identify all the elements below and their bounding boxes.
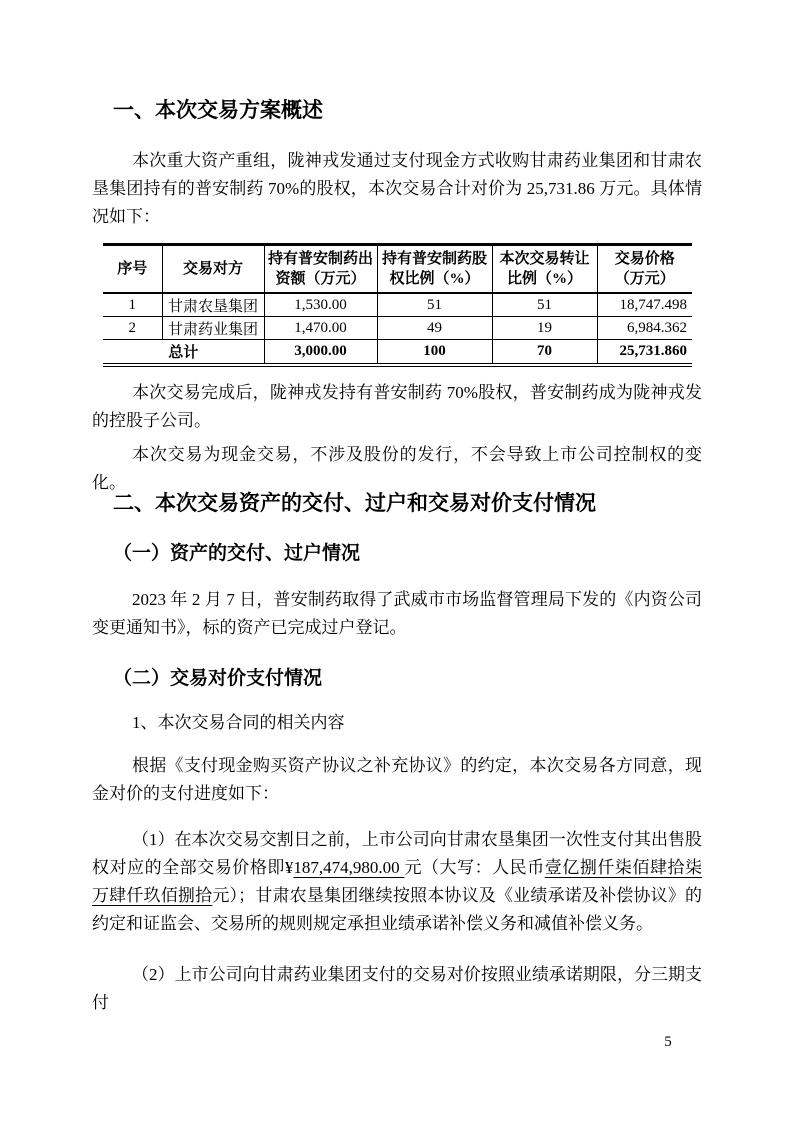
cell-transfer-ratio: 19 — [492, 317, 597, 340]
table-row — [103, 317, 692, 340]
cell-equity-ratio: 49 — [377, 317, 492, 340]
header-price: 交易价格（万元） — [597, 245, 692, 294]
header-equity-ratio: 持有普安制药股权比例（%） — [377, 245, 492, 294]
header-counterparty: 交易对方 — [162, 245, 264, 294]
header-capital: 持有普安制药出资额（万元） — [264, 245, 377, 294]
table-row — [103, 293, 692, 317]
total-equity-ratio: 100 — [377, 340, 492, 366]
table-header-row — [103, 245, 692, 294]
cell-transfer-ratio: 51 — [492, 293, 597, 317]
sub1-paragraph: 2023 年 2 月 7 日，普安制药取得了武威市市场监督管理局下发的《内资公司变更通知书》，标的资产已完成过户登记。 — [92, 590, 702, 637]
item1-paragraph: 根据《支付现金购买资产协议之补充协议》的约定，本次交易各方同意，现金对价的支付进度如下： — [92, 756, 702, 803]
cell-counterparty: 甘肃药业集团 — [162, 317, 264, 340]
clause-2-paragraph: （2）上市公司向甘肃药业集团支付的交易对价按照业绩承诺期限，分三期支付 — [92, 965, 702, 1012]
after-table-paragraph-1: 本次交易完成后，陇神戎发持有普安制药 70%股权，普安制药成为陇神戎发的控股子公司。 — [92, 383, 702, 430]
clause1-pre-text: （1）在本次交易交割日之前，上市公司向甘肃农垦集团一次性支付其出售股权对应的全部交易价格即¥ — [92, 830, 702, 877]
section1-heading: 一、本次交易方案概述 — [113, 99, 323, 122]
cell-counterparty: 甘肃农垦集团 — [162, 293, 264, 317]
transaction-summary-table — [103, 243, 692, 367]
clause1-post-text: 元）；甘肃农垦集团继续按照本协议及《业绩承诺及补偿协议》的约定和证监会、交易所的规则规定承担业绩承诺补偿义务和减值补偿义务。 — [92, 886, 703, 933]
header-index: 序号 — [103, 245, 162, 294]
cell-index: 1 — [103, 293, 162, 317]
sub1-heading: （一）资产的交付、过户情况 — [113, 543, 361, 564]
after-table-paragraph-2: 本次交易为现金交易，不涉及股份的发行，不会导致上市公司控制权的变化。 — [92, 445, 702, 492]
item1-title: 1、本次交易合同的相关内容 — [132, 713, 345, 732]
cell-index: 2 — [103, 317, 162, 340]
table-total-row — [103, 340, 692, 366]
header-transfer-ratio: 本次交易转让比例（%） — [492, 245, 597, 294]
clause1-amount-digits: 187,474,980.00 — [293, 858, 405, 877]
total-price: 25,731.860 — [619, 343, 687, 359]
section2-heading: 二、本次交易资产的交付、过户和交易对价支付情况 — [113, 492, 596, 515]
clause1-amount-words: 壹亿捌仟柒佰肆拾柒万肆仟玖佰捌拾 — [92, 858, 703, 905]
total-transfer-ratio: 70 — [492, 340, 597, 366]
cell-capital: 1,470.00 — [264, 317, 377, 340]
cell-price: 18,747.498 — [597, 293, 692, 317]
total-capital: 3,000.00 — [264, 340, 377, 366]
total-label: 总计 — [103, 340, 264, 366]
clause-1-paragraph — [92, 826, 702, 938]
sub2-heading: （二）交易对价支付情况 — [113, 668, 323, 689]
clause1-mid-text: 元（大写：人民币 — [404, 858, 545, 877]
cell-capital: 1,530.00 — [264, 293, 377, 317]
page-number: 5 — [664, 1034, 672, 1050]
cell-price: 6,984.362 — [597, 317, 692, 340]
section1-intro-paragraph: 本次重大资产重组，陇神戎发通过支付现金方式收购甘肃药业集团和甘肃农垦集团持有的普安制药 70%的股权，本次交易合计对价为 25,731.86 万元。具体情况如下： — [92, 151, 702, 226]
cell-equity-ratio: 51 — [377, 293, 492, 317]
